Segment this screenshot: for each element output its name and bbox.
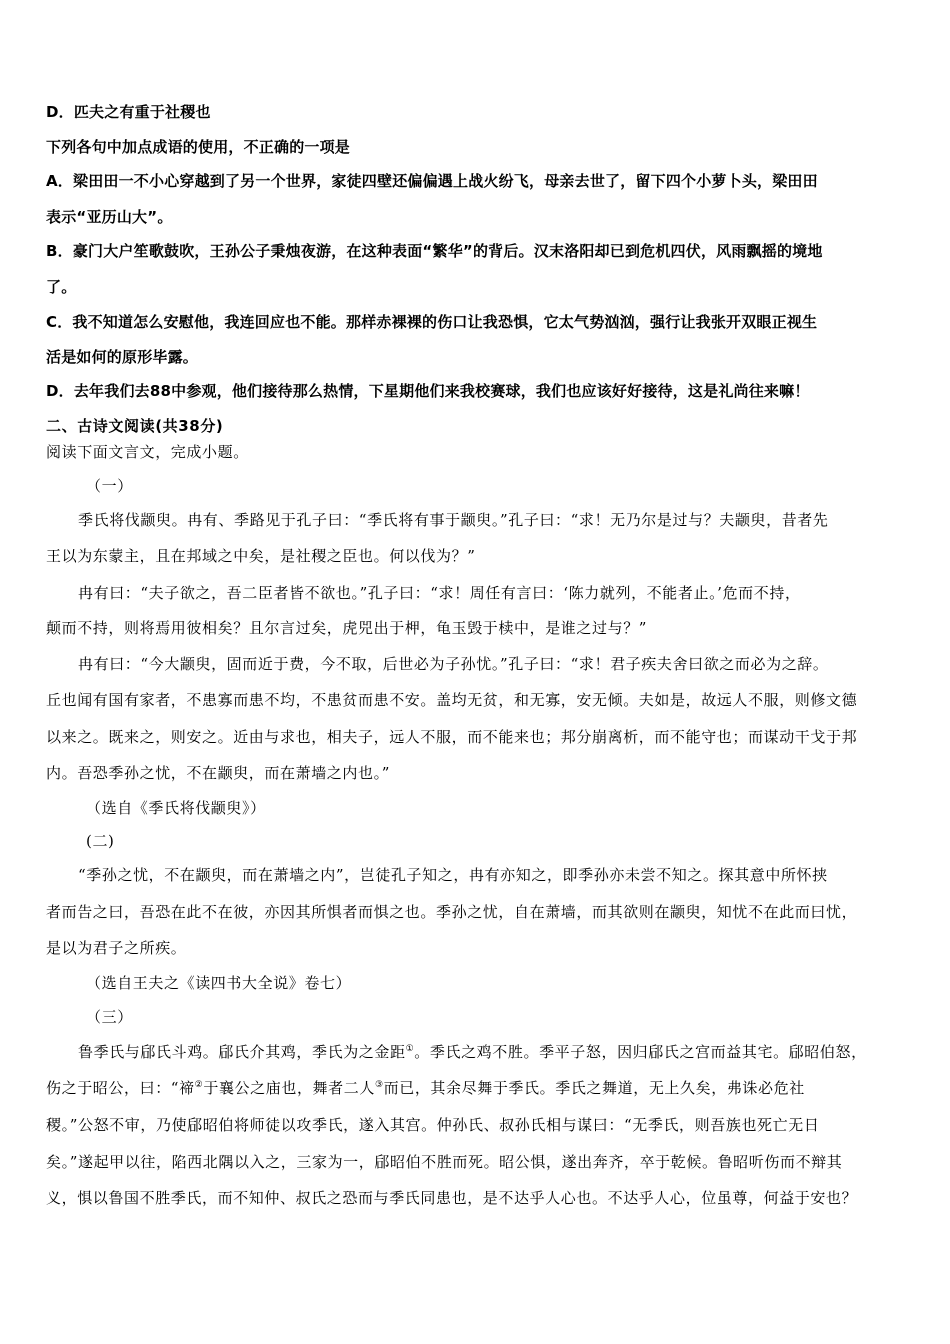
part1-p2-line2: 颠而不持，则将焉用彼相矣？且尔言过矣，虎兕出于柙，龟玉毁于椟中，是谁之过与？”: [46, 619, 648, 637]
option-a-line-1: A．梁田田一不小心穿越到了另一个世界，家徒四壁还偏偏遇上战火纷飞，母亲去世了，留下四个小萝卜头，梁田田: [46, 172, 818, 190]
part3-line1: [78, 1041, 867, 1062]
part1-p3-line1: 冉有曰：“今大颛臾，固而近于费，今不取，后世必为子孙忧。”孔子曰：“求！君子疾夫舍曰欲之而必为之辞。: [78, 655, 829, 673]
question-stem: 下列各句中加点成语的使用，不正确的一项是: [46, 138, 351, 156]
part2-line2: 者而告之曰，吾恐在此不在彼，亦因其所惧者而惧之也。季孙之忧，自在萧墙，而其欲则在颛臾，知忧不在此而曰忧，: [46, 903, 858, 921]
part2-source: （选自王夫之《读四书大全说》卷七）: [86, 974, 352, 992]
part3-line1-text-b: 。季氏之鸡不胜。季平子怒，因归郈氏之宫而益其宅。郈昭伯怒，: [414, 1043, 867, 1061]
part1-source: （选自《季氏将伐颛臾》）: [86, 799, 266, 817]
section-instruction: 阅读下面文言文，完成小题。: [46, 443, 249, 461]
option-a-line-2: 表示“亚历山大”。: [46, 208, 173, 226]
footnote-marker-3: ③: [374, 1080, 384, 1090]
part2-line1: “季孙之忧，不在颛臾，而在萧墙之内”，岂徒孔子知之，冉有亦知之，即季孙亦未尝不知之。探其意中所怀挟: [78, 866, 828, 884]
option-c-line-1: C．我不知道怎么安慰他，我连回应也不能。那样赤裸裸的伤口让我恐惧，它太气势汹汹，强行让我张开双眼正视生: [46, 313, 818, 331]
section-heading: 二、古诗文阅读(共38分): [46, 417, 224, 435]
part1-p1-line2: 王以为东蒙主，且在邦域之中矣，是社稷之臣也。何以伐为？”: [46, 547, 476, 565]
option-d-previous: D．匹夫之有重于社稷也: [46, 103, 211, 121]
option-d: D．去年我们去88中参观，他们接待那么热情，下星期他们来我校赛球，我们也应该好好接待，这是礼尚往来嘛！: [46, 382, 810, 400]
part3-line2: [46, 1077, 805, 1098]
footnote-marker-1: ①: [405, 1044, 415, 1054]
part2-line3: 是以为君子之所疾。: [46, 939, 187, 957]
part3-line2-text-a: 伤之于昭公，曰：“禘: [46, 1079, 195, 1097]
part1-label: （一）: [86, 477, 133, 495]
option-b-line-1: B．豪门大户笙歌鼓吹，王孙公子秉烛夜游，在这种表面“繁华”的背后。汉末洛阳却已到危机四伏，风雨飘摇的境地: [46, 242, 823, 260]
part3-line2-text-b: 于襄公之庙也，舞者二人: [203, 1079, 375, 1097]
footnote-marker-2: ②: [194, 1080, 204, 1090]
part1-p3-line2: 丘也闻有国有家者，不患寡而患不均，不患贫而患不安。盖均无贫，和无寡，安无倾。夫如是，故远人不服，则修文德: [46, 691, 858, 709]
option-b-line-2: 了。: [46, 278, 77, 296]
part1-p2-line1: 冉有曰：“夫子欲之，吾二臣者皆不欲也。”孔子曰：“求！周任有言曰：‘陈力就列，不能者止。’危而不持，: [78, 584, 801, 602]
option-c-line-2: 活是如何的原形毕露。: [46, 348, 199, 366]
part1-p1-line1: 季氏将伐颛臾。冉有、季路见于孔子曰：“季氏将有事于颛臾。”孔子曰：“求！无乃尔是过与？夫颛臾，昔者先: [78, 511, 829, 529]
part3-line5: 义，惧以鲁国不胜季氏，而不知仲、叔氏之恐而与季氏同患也，是不达乎人心也。不达乎人心，位虽尊，何益于安也？: [46, 1189, 858, 1207]
part1-p3-line3: 以来之。既来之，则安之。近由与求也，相夫子，远人不服，而不能来也；邦分崩离析，而不能守也；而谋动干戈于邦: [46, 728, 858, 746]
part3-line4: 矣。”遂起甲以往，陷西北隅以入之，三家为一，郈昭伯不胜而死。昭公惧，遂出奔齐，卒于乾候。鲁昭听伤而不辩其: [46, 1153, 843, 1171]
part3-line3: 稷。”公怒不审，乃使郈昭伯将师徒以攻季氏，遂入其宫。仲孙氏、叔孙氏相与谋曰：“无季氏，则吾族也死亡无日: [46, 1116, 820, 1134]
part3-label: （三）: [86, 1008, 133, 1026]
part3-line2-text-c: 而已，其余尽舞于季氏。季氏之舞道，无上久矣，弗诛必危社: [383, 1079, 805, 1097]
part1-p3-line4: 内。吾恐季孙之忧，不在颛臾，而在萧墙之内也。”: [46, 764, 390, 782]
part2-label: (二): [86, 832, 115, 850]
part3-line1-text-a: 鲁季氏与郈氏斗鸡。郈氏介其鸡，季氏为之金距: [78, 1043, 406, 1061]
